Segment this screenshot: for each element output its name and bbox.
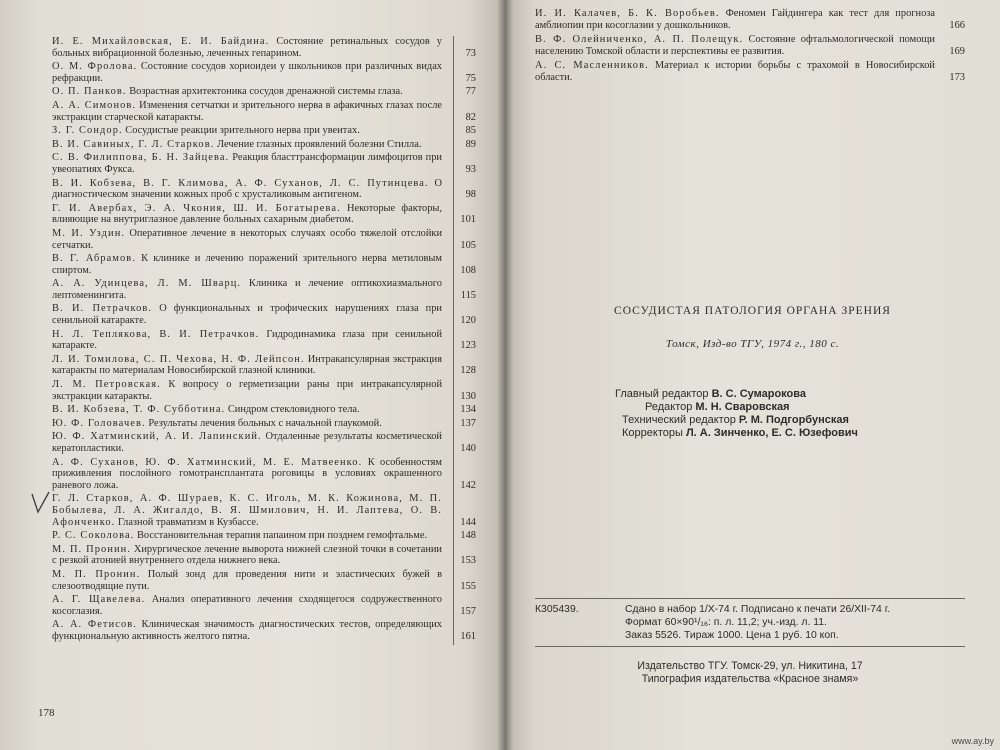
entry-title: Интракапсулярная экстракция катаракты по материалам Новосибирской глазной клиники. bbox=[52, 353, 442, 377]
entry-page-number: 73 bbox=[465, 47, 476, 59]
entry-text bbox=[52, 544, 442, 567]
contents-entry bbox=[52, 530, 480, 542]
entry-page-number: 153 bbox=[460, 555, 476, 567]
entry-authors: З. Г. Сондор. bbox=[52, 125, 123, 137]
contents-entry bbox=[52, 178, 480, 201]
entry-text bbox=[52, 86, 442, 98]
credit-names: Р. М. Подгорбунская bbox=[738, 414, 849, 426]
entry-text bbox=[52, 530, 442, 542]
entry-authors: М. П. Пронин. bbox=[52, 543, 132, 555]
entry-authors: А. Г. Щавелева. bbox=[52, 594, 146, 606]
entry-authors: Ю. Ф. Хатминский, А. И. Лапинский. bbox=[52, 431, 262, 443]
entry-text bbox=[52, 303, 442, 326]
entry-authors: А. А. Симонов. bbox=[52, 99, 137, 111]
entry-page-number: 101 bbox=[460, 214, 476, 226]
contents-entry bbox=[52, 303, 480, 326]
entry-page-number: 161 bbox=[460, 630, 476, 642]
entry-authors: А. А. Фетисов. bbox=[52, 619, 137, 631]
contents-list bbox=[52, 36, 480, 645]
credit-role: Главный редактор bbox=[615, 388, 709, 400]
entry-title: Клиника и лечение оптикохиазмального лептоменингита. bbox=[52, 278, 442, 301]
entry-page-number: 85 bbox=[465, 125, 476, 137]
entry-text bbox=[52, 354, 442, 377]
entry-page-number: 130 bbox=[460, 390, 476, 402]
contents-entry bbox=[52, 253, 480, 276]
entry-page-number: 120 bbox=[460, 315, 476, 327]
entry-authors: Р. С. Соколова. bbox=[52, 530, 135, 542]
entry-text bbox=[52, 61, 442, 84]
entry-title: Восстановительная терапия папаином при позднем гемофтальме. bbox=[134, 530, 428, 542]
book-gutter-shadow bbox=[497, 0, 513, 750]
contents-entry bbox=[52, 100, 480, 123]
credit-role: Корректоры bbox=[622, 427, 683, 439]
entry-title: Некоторые факторы, влияющие на внутриглазное давление больных сахарным диабетом. bbox=[52, 202, 442, 226]
entry-text bbox=[52, 125, 442, 137]
entry-title: О функциональных и трофических нарушениях глаза при сенильной катаракте. bbox=[52, 303, 442, 327]
entry-title: Феномен Гайдингера как тест для прогноза амблиопии при косоглазии у дошкольников. bbox=[535, 8, 935, 31]
entry-page-number: 144 bbox=[460, 516, 476, 528]
editorial-credits bbox=[615, 388, 965, 440]
entry-text bbox=[52, 152, 442, 175]
contents-entry bbox=[535, 34, 965, 57]
entry-authors: Л. И. Томилова, С. П. Чехова, Н. Ф. Лейпсон. bbox=[52, 353, 305, 365]
imprint-line-3: Заказ 5526. Тираж 1000. Цена 1 руб. 10 коп. bbox=[625, 630, 839, 641]
entry-page-number: 93 bbox=[465, 163, 476, 175]
contents-entry bbox=[52, 61, 480, 84]
entry-authors: В. И. Кобзева, Т. Ф. Субботина. bbox=[52, 404, 226, 416]
contents-entry bbox=[52, 418, 480, 430]
contents-entry bbox=[52, 431, 480, 454]
entry-text bbox=[52, 404, 442, 416]
contents-entry bbox=[52, 594, 480, 617]
entry-title: Состояние офтальмологической помощи населению Томской области и перспективы ее развития. bbox=[535, 34, 935, 57]
contents-entry bbox=[52, 329, 480, 352]
credit-line-editor bbox=[615, 401, 965, 414]
entry-text bbox=[52, 100, 442, 123]
credit-role: Технический редактор bbox=[622, 414, 736, 426]
entry-page-number: 169 bbox=[949, 45, 965, 57]
imprint-line-2: Формат 60×90¹/₁₆: п. л. 11,2; уч.-изд. л. 11. bbox=[625, 617, 827, 628]
entry-page-number: 108 bbox=[460, 264, 476, 276]
entry-text bbox=[52, 36, 442, 59]
right-page bbox=[505, 0, 1000, 750]
contents-list-continued bbox=[535, 8, 965, 87]
entry-authors: В. И. Кобзева, В. Г. Климова, А. Ф. Суханов, Л. С. Путинцева. bbox=[52, 177, 429, 189]
entry-page-number: 137 bbox=[460, 417, 476, 429]
entry-page-number: 115 bbox=[460, 289, 476, 301]
watermark: www.ay.by bbox=[951, 736, 994, 746]
imprint-block bbox=[535, 598, 965, 647]
credit-names: Л. А. Зинченко, Е. С. Юзефович bbox=[685, 427, 858, 439]
entry-page-number: 166 bbox=[949, 19, 965, 31]
entry-authors: В. И. Савиных, Г. Л. Старков. bbox=[52, 138, 215, 150]
entry-page-number: 105 bbox=[460, 239, 476, 251]
entry-page-number: 173 bbox=[949, 71, 965, 83]
entry-text bbox=[52, 619, 442, 642]
entry-text bbox=[52, 203, 442, 226]
contents-entry bbox=[52, 354, 480, 377]
entry-authors: Г. И. Авербах, Э. А. Чкония, Ш. И. Богатырева. bbox=[52, 202, 341, 214]
contents-entry bbox=[535, 60, 965, 83]
entry-text bbox=[52, 493, 442, 528]
contents-entry bbox=[52, 86, 480, 98]
contents-entry bbox=[52, 569, 480, 592]
entry-page-number: 82 bbox=[465, 111, 476, 123]
entry-title: Результаты лечения больных с начальной глаукомой. bbox=[145, 417, 382, 429]
entry-text bbox=[52, 278, 442, 301]
entry-authors: В. Г. Абрамов. bbox=[52, 253, 137, 265]
entry-title: Сосудистые реакции зрительного нерва при увеитах. bbox=[122, 125, 360, 137]
entry-page-number: 142 bbox=[460, 479, 476, 491]
publisher-address: Издательство ТГУ. Томск-29, ул. Никитина, 17 bbox=[637, 660, 863, 672]
entry-authors: А. Ф. Суханов, Ю. Ф. Хатминский, М. Е. Матвеенко. bbox=[52, 456, 363, 468]
entry-authors: В. Ф. Олейниченко, А. П. Полещук. bbox=[535, 34, 744, 46]
entry-text bbox=[52, 178, 442, 201]
publication-info: Томск, Изд-во ТГУ, 1974 г., 180 с. bbox=[665, 338, 840, 350]
contents-entry bbox=[52, 203, 480, 226]
entry-title: Синдром стекловидного тела. bbox=[225, 404, 360, 416]
entry-title: Состояние ретинальных сосудов у больных вибрационной болезнью, леченных гепарином. bbox=[52, 36, 442, 59]
entry-page-number: 123 bbox=[460, 340, 476, 352]
entry-title: Возрастная архитектоника сосудов дренажной системы глаза. bbox=[126, 86, 403, 98]
entry-page-number: 148 bbox=[460, 530, 476, 542]
contents-entry bbox=[52, 404, 480, 416]
entry-authors: Л. М. Петровская. bbox=[52, 379, 161, 391]
credit-line-chief-editor bbox=[615, 388, 965, 401]
entry-text bbox=[52, 431, 442, 454]
entry-authors: Ю. Ф. Головачев. bbox=[52, 417, 146, 429]
entry-title: Глазной травматизм в Кузбассе. bbox=[115, 516, 259, 528]
entry-text bbox=[52, 139, 442, 151]
entry-text bbox=[52, 253, 442, 276]
entry-title: Лечение глазных проявлений болезни Стилла. bbox=[214, 138, 422, 150]
entry-text bbox=[52, 457, 442, 492]
entry-title: К особенностям приживления послойного гомотрансплантата роговицы в условиях окрашенного раневого ложа. bbox=[52, 456, 442, 491]
entry-title: Полый зонд для проведения нити и эластических бужей в слезоотводящие пути. bbox=[52, 568, 442, 592]
entry-title: Анализ оперативного лечения сходящегося содружественного косоглазия. bbox=[52, 594, 442, 617]
credit-role: Редактор bbox=[645, 401, 693, 413]
pencil-check-mark-icon bbox=[30, 490, 52, 516]
entry-text bbox=[52, 569, 442, 592]
entry-title: Клиническая значимость диагностических тестов, определяющих функциональную активность желтого пятна. bbox=[52, 619, 442, 642]
entry-title: Оперативное лечение в некоторых случаях особо тяжелой отслойки сетчатки. bbox=[52, 227, 443, 251]
entry-title: Материал к истории борьбы с трахомой в Новосибирской области. bbox=[535, 60, 935, 83]
entry-title: Состояние сосудов хориоидеи у школьников при различных видах рефракции. bbox=[52, 61, 442, 84]
contents-entry bbox=[52, 125, 480, 137]
entry-text bbox=[52, 379, 442, 402]
entry-page-number: 157 bbox=[460, 605, 476, 617]
entry-authors: А. С. Масленников. bbox=[535, 60, 649, 72]
contents-entry bbox=[52, 278, 480, 301]
entry-page-number: 140 bbox=[460, 443, 476, 454]
entry-title: Реакция бласттрансформации лимфоцитов при увеопатиях Фукса. bbox=[52, 152, 442, 175]
entry-authors: О. М. Фролова. bbox=[52, 61, 138, 73]
entry-title: К вопросу о герметизации раны при интракапсулярной экстракции катаракты. bbox=[52, 379, 443, 402]
entry-title: К клинике и лечению поражений зрительного нерва метиловым спиртом. bbox=[52, 253, 442, 276]
publisher-block bbox=[535, 660, 965, 686]
entry-authors: А. А. Удинцева, Л. М. Шварц. bbox=[52, 278, 242, 290]
entry-text bbox=[535, 34, 935, 57]
imprint-line-1: Сдано в набор 1/Х-74 г. Подписано к печати 26/XII-74 г. bbox=[625, 604, 891, 615]
contents-entry bbox=[52, 544, 480, 567]
entry-text bbox=[535, 60, 935, 83]
entry-page-number: 134 bbox=[460, 404, 476, 416]
credit-names: М. Н. Сваровская bbox=[695, 401, 790, 413]
entry-text bbox=[52, 594, 442, 617]
entry-text bbox=[535, 8, 935, 31]
contents-entry bbox=[52, 619, 480, 642]
entry-authors: С. В. Филиппова, Б. Н. Зайцева. bbox=[52, 152, 230, 164]
book-title: СОСУДИСТАЯ ПАТОЛОГИЯ ОРГАНА ЗРЕНИЯ bbox=[614, 305, 891, 317]
entry-page-number: 77 bbox=[465, 86, 476, 98]
contents-entry bbox=[52, 152, 480, 175]
contents-entry bbox=[52, 228, 480, 251]
entry-title: Отдаленные результаты косметической кератопластики. bbox=[52, 431, 442, 454]
entry-page-number: 155 bbox=[460, 580, 476, 592]
credit-line-proofreaders bbox=[615, 427, 965, 440]
entry-authors: О. П. Панков. bbox=[52, 86, 127, 98]
entry-page-number: 89 bbox=[465, 138, 476, 150]
contents-entry bbox=[52, 139, 480, 151]
contents-entry bbox=[52, 493, 480, 528]
entry-title: О диагностическом значении кожных проб с хрусталиковым антигеном. bbox=[52, 177, 442, 201]
entry-authors: М. П. Пронин. bbox=[52, 568, 141, 580]
entry-authors: М. И. Уздин. bbox=[52, 227, 126, 239]
entry-authors: И. И. Калачев, Б. К. Воробьев. bbox=[535, 8, 720, 19]
entry-authors: Н. Л. Теплякова, В. И. Петрачков. bbox=[52, 328, 260, 340]
contents-entry bbox=[52, 36, 480, 59]
entry-title: Гидродинамика глаза при сенильной катаракте. bbox=[52, 328, 443, 352]
entry-page-number: 98 bbox=[465, 189, 476, 201]
contents-entry bbox=[52, 379, 480, 402]
page-number: 178 bbox=[38, 707, 55, 719]
entry-text bbox=[52, 418, 442, 430]
entry-page-number: 128 bbox=[460, 365, 476, 377]
entry-text bbox=[52, 329, 442, 352]
imprint-code: К305439. bbox=[535, 604, 579, 615]
entry-text bbox=[52, 228, 442, 251]
credit-line-tech-editor bbox=[615, 414, 965, 427]
entry-authors: В. И. Петрачков. bbox=[52, 303, 153, 315]
printer-name: Типография издательства «Красное знамя» bbox=[641, 673, 859, 685]
entry-title: Хирургическое лечение выворота нижней слезной точки в сочетании с резкой атонией внутреннего отдела нижнего века. bbox=[52, 543, 442, 567]
contents-entry bbox=[535, 8, 965, 31]
entry-authors: Г. Л. Старков, А. Ф. Шураев, К. С. Иголь, М. К. Кожинова, М. П. Бобылева, Л. А. Жигалдо, В. Я. Шмилович, Н. И. Лаптева, О. В. Афонченко. bbox=[52, 493, 442, 528]
entry-page-number: 75 bbox=[465, 72, 476, 84]
entry-title: Изменения сетчатки и зрительного нерва в афакичных глазах после экстракции старческой катаракты. bbox=[52, 99, 442, 123]
contents-entry bbox=[52, 457, 480, 492]
credit-names: В. С. Сумарокова bbox=[711, 388, 806, 400]
entry-authors: И. Е. Михайловская, Е. И. Байдина. bbox=[52, 36, 270, 47]
